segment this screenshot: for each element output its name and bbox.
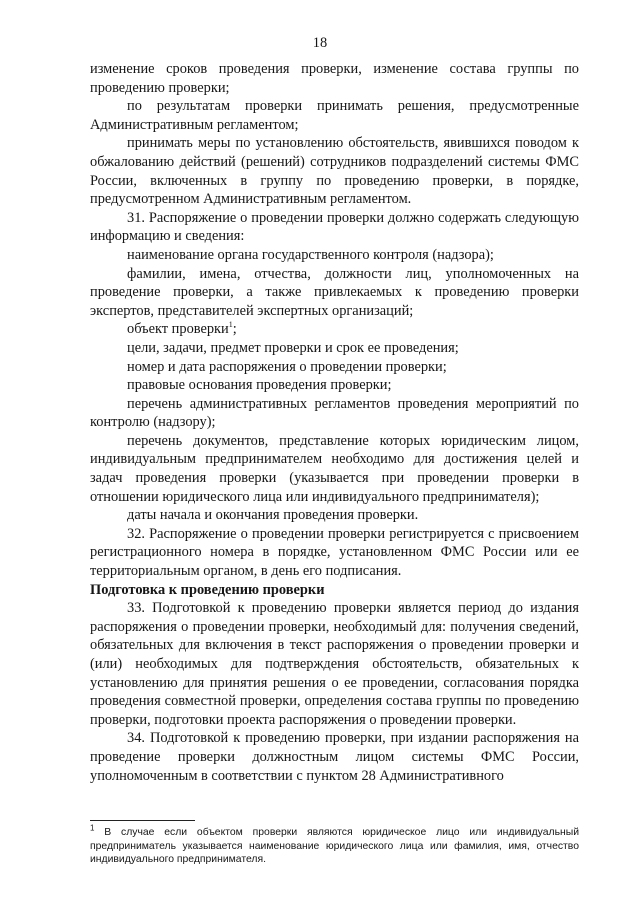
paragraph-item-32: 32. Распоряжение о проведении проверки регистрируется с присвоением регистрационного номера в порядке, установленном ФМС России или ее территориальным органом, в день его подписания. <box>90 525 579 580</box>
paragraph-item-31: 31. Распоряжение о проведении проверки должно содержать следующую информацию и сведения: <box>90 209 579 245</box>
footnote-reference: 1 <box>228 320 233 330</box>
footnote <box>90 823 579 867</box>
paragraph-object <box>90 320 579 339</box>
paragraph-object-text: объект проверки <box>127 321 229 338</box>
footnote-divider <box>90 820 195 821</box>
footnote-text: В случае если объектом проверки являются юридическое лицо или индивидуальный предприниматель указывается наименование юридического лица или фамилия, имя, отчество индивидуального предпринимателя. <box>90 827 579 866</box>
paragraph: даты начала и окончания проведения проверки. <box>127 507 419 524</box>
paragraph: изменение сроков проведения проверки, изменение состава группы по проведению проверки; <box>90 61 579 96</box>
paragraph-object-end: ; <box>232 321 237 338</box>
paragraph: цели, задачи, предмет проверки и срок ее проведения; <box>127 339 459 356</box>
paragraph-item-33: 33. Подготовкой к проведению проверки является период до издания распоряжения о проведении проверки, необходимый для: получения сведений, обязательных для включения в текст распоряжения о проведении проверки и (или) необходимых для подтверждения обстоятельств, обязательных к установлению для принятия решения о ее проведении, согласования порядка проведения совместной проверки, определения состава группы по проведению проверки, подготовки проекта распоряжения о проведении проверки. <box>90 600 579 728</box>
section-heading: Подготовка к проведению проверки <box>90 581 325 598</box>
paragraph: перечень административных регламентов проведения мероприятий по контролю (надзору); <box>90 395 579 431</box>
page-number: 18 <box>312 35 328 51</box>
footnote-marker: 1 <box>90 823 95 833</box>
paragraph: наименование органа государственного контроля (надзора); <box>127 246 494 263</box>
paragraph: фамилии, имена, отчества, должности лиц, уполномоченных на проведение проверки, а также привлекаемых к проведению проверки экспертов, представителей экспертных организаций; <box>90 265 579 319</box>
paragraph: по результатам проверки принимать решения, предусмотренные Административным регламентом; <box>90 98 579 133</box>
document-body <box>90 60 579 785</box>
paragraph: принимать меры по установлению обстоятельств, явившихся поводом к обжалованию действий (решений) сотрудников подразделений системы ФМС России, включенных в группу по проведению проверки, в порядке, предусмотренном Административным регламентом. <box>90 135 579 208</box>
paragraph: правовые основания проведения проверки; <box>127 377 392 394</box>
paragraph: перечень документов, представление которых юридическим лицом, индивидуальным предпринимателем необходимо для достижения целей и задач проведения проверки (указывается при проведении проверки в отношении юридического лица или индивидуального предпринимателя); <box>90 432 579 505</box>
paragraph: номер и дата распоряжения о проведении проверки; <box>127 358 447 375</box>
paragraph-item-34: 34. Подготовкой к проведению проверки, при издании распоряжения на проведение проверки должностным лицом системы ФМС России, уполномоченным в соответствии с пунктом 28 Административного <box>90 730 579 784</box>
